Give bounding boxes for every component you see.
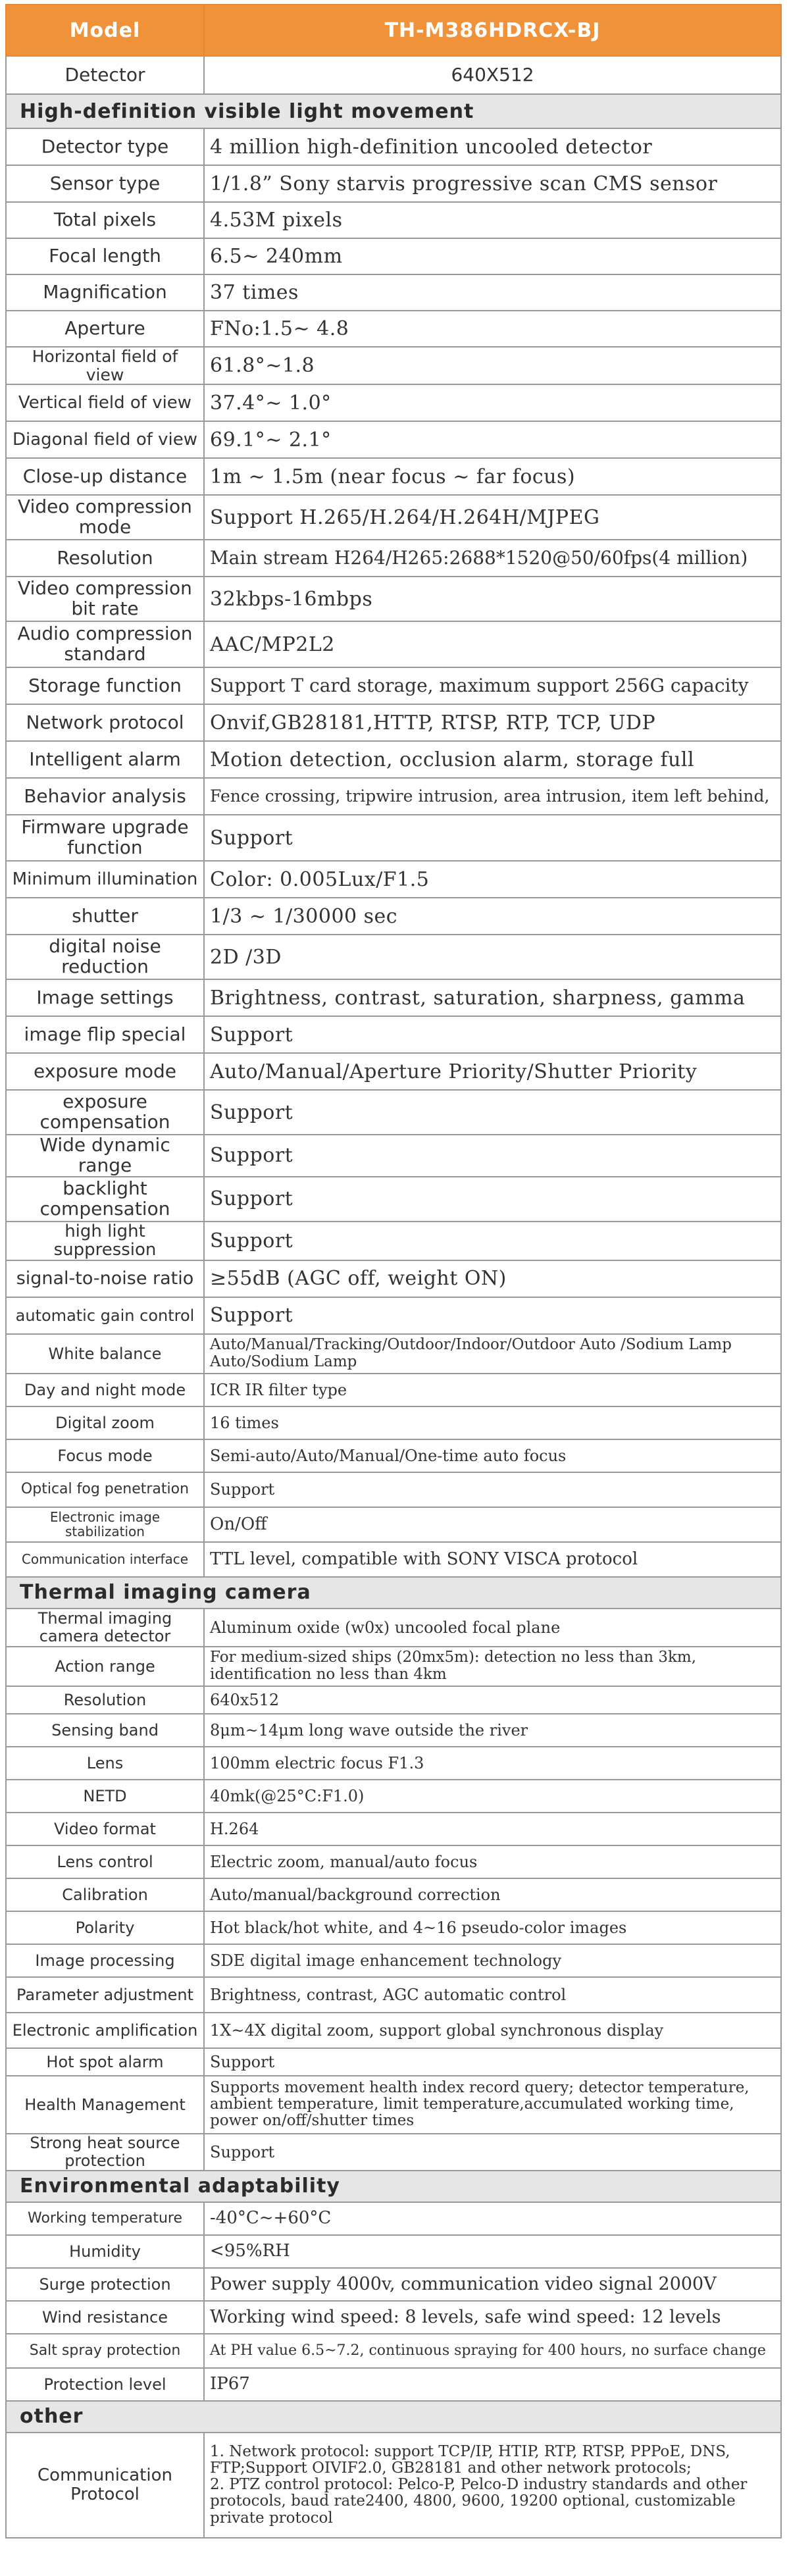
spec-value: Power supply 4000v, communication video signal 2000V bbox=[204, 2268, 781, 2301]
spec-key: Thermal imaging camera detector bbox=[6, 1609, 204, 1647]
table-row bbox=[6, 935, 781, 979]
spec-key: Close-up distance bbox=[6, 458, 204, 495]
spec-value: Electric zoom, manual/auto focus bbox=[204, 1845, 781, 1878]
table-row bbox=[6, 311, 781, 347]
table-row bbox=[6, 2134, 781, 2171]
spec-key: Electronic amplification bbox=[6, 2013, 204, 2048]
spec-value: Support bbox=[204, 1472, 781, 1507]
spec-key: Salt spray protection bbox=[6, 2334, 204, 2368]
spec-key: Storage function bbox=[6, 667, 204, 704]
spec-key: Sensor type bbox=[6, 165, 204, 202]
section-thermal bbox=[6, 1577, 781, 1609]
table-row bbox=[6, 1334, 781, 1374]
table-row bbox=[6, 347, 781, 384]
spec-value: <95%RH bbox=[204, 2235, 781, 2268]
spec-key: Video compression mode bbox=[6, 495, 204, 540]
spec-key: Strong heat source protection bbox=[6, 2134, 204, 2171]
spec-key: signal-to-noise ratio bbox=[6, 1260, 204, 1297]
section-other bbox=[6, 2401, 781, 2433]
table-row bbox=[6, 621, 781, 667]
table-row bbox=[6, 1780, 781, 1813]
spec-key: Firmware upgrade function bbox=[6, 815, 204, 861]
spec-value: Support H.265/H.264/H.264H/MJPEG bbox=[204, 495, 781, 540]
spec-value: 4.53M pixels bbox=[204, 202, 781, 238]
section-visible bbox=[6, 94, 781, 128]
spec-value: At PH value 6.5~7.2, continuous spraying for 400 hours, no surface change bbox=[204, 2334, 781, 2368]
table-row bbox=[6, 165, 781, 202]
table-row bbox=[6, 1845, 781, 1878]
spec-key: exposure mode bbox=[6, 1053, 204, 1090]
spec-key: Vertical field of view bbox=[6, 384, 204, 421]
table-row bbox=[6, 815, 781, 861]
spec-value: 37.4°~ 1.0° bbox=[204, 384, 781, 421]
table-row bbox=[6, 898, 781, 935]
spec-key: Audio compression standard bbox=[6, 621, 204, 667]
spec-value: On/Off bbox=[204, 1507, 781, 1542]
spec-key: Total pixels bbox=[6, 202, 204, 238]
spec-key: Electronic image stabilization bbox=[6, 1507, 204, 1542]
section-title: Environmental adaptability bbox=[6, 2171, 781, 2202]
table-row bbox=[6, 2334, 781, 2368]
spec-value: Brightness, contrast, saturation, sharpness, gamma bbox=[204, 979, 781, 1016]
spec-key: Diagonal field of view bbox=[6, 421, 204, 458]
spec-value: 8μm~14μm long wave outside the river bbox=[204, 1714, 781, 1747]
table-row bbox=[6, 2048, 781, 2076]
spec-value: For medium-sized ships (20mx5m): detection no less than 3km, identification no less than 4km bbox=[204, 1647, 781, 1686]
table-row bbox=[6, 128, 781, 165]
spec-value: Support bbox=[204, 815, 781, 861]
spec-key: Detector type bbox=[6, 128, 204, 165]
spec-table bbox=[5, 4, 782, 2538]
spec-value: Support bbox=[204, 1222, 781, 1260]
spec-value: Support bbox=[204, 1177, 781, 1222]
table-row bbox=[6, 1944, 781, 1977]
spec-key: Resolution bbox=[6, 1686, 204, 1714]
spec-key: Lens control bbox=[6, 1845, 204, 1878]
spec-value: Motion detection, occlusion alarm, storage full bbox=[204, 741, 781, 778]
table-row bbox=[6, 1686, 781, 1714]
spec-value: Auto/Manual/Tracking/Outdoor/Indoor/Outdoor Auto /Sodium Lamp Auto/Sodium Lamp bbox=[204, 1334, 781, 1374]
table-row bbox=[6, 495, 781, 540]
table-row bbox=[6, 202, 781, 238]
spec-key: Focus mode bbox=[6, 1439, 204, 1472]
spec-value: 37 times bbox=[204, 274, 781, 311]
table-row bbox=[6, 1177, 781, 1222]
spec-value: 1/1.8” Sony starvis progressive scan CMS sensor bbox=[204, 165, 781, 202]
table-row bbox=[6, 778, 781, 815]
table-row bbox=[6, 1260, 781, 1297]
spec-key: Optical fog penetration bbox=[6, 1472, 204, 1507]
table-row bbox=[6, 1647, 781, 1686]
model-label: Model bbox=[6, 5, 204, 56]
spec-value: Support T card storage, maximum support 256G capacity bbox=[204, 667, 781, 704]
spec-key: Protection level bbox=[6, 2368, 204, 2401]
spec-key: automatic gain control bbox=[6, 1297, 204, 1334]
spec-value: Auto/Manual/Aperture Priority/Shutter Priority bbox=[204, 1053, 781, 1090]
table-row bbox=[6, 1135, 781, 1177]
spec-key: White balance bbox=[6, 1334, 204, 1374]
spec-value bbox=[204, 2433, 781, 2538]
table-row bbox=[6, 1222, 781, 1260]
table-row bbox=[6, 2433, 781, 2538]
spec-key: Horizontal field of view bbox=[6, 347, 204, 384]
spec-value: Support bbox=[204, 2134, 781, 2171]
spec-value: 100mm electric focus F1.3 bbox=[204, 1747, 781, 1780]
spec-value: TTL level, compatible with SONY VISCA protocol bbox=[204, 1542, 781, 1577]
spec-sheet bbox=[5, 4, 782, 2538]
spec-key: Intelligent alarm bbox=[6, 741, 204, 778]
spec-key: Digital zoom bbox=[6, 1406, 204, 1439]
spec-value: Support bbox=[204, 1135, 781, 1177]
table-row bbox=[6, 1439, 781, 1472]
spec-value: 640x512 bbox=[204, 1686, 781, 1714]
spec-key: Action range bbox=[6, 1647, 204, 1686]
table-row bbox=[6, 458, 781, 495]
table-row bbox=[6, 1813, 781, 1845]
protocol-line: 2. PTZ control protocol: Pelco-P, Pelco-D industry standards and other protocols, baud rate2400, 4800, 9600, 19200 optional, customizable private protocol bbox=[210, 2476, 748, 2527]
spec-value: Main stream H264/H265:2688*1520@50/60fps(4 million) bbox=[204, 540, 781, 577]
table-row bbox=[6, 274, 781, 311]
spec-value: Fence crossing, tripwire intrusion, area intrusion, item left behind, bbox=[204, 778, 781, 815]
spec-value: 32kbps-16mbps bbox=[204, 577, 781, 621]
spec-key: Communication interface bbox=[6, 1542, 204, 1577]
spec-key: digital noise reduction bbox=[6, 935, 204, 979]
spec-value: ≥55dB (AGC off, weight ON) bbox=[204, 1260, 781, 1297]
spec-key: high light suppression bbox=[6, 1222, 204, 1260]
table-row bbox=[6, 540, 781, 577]
spec-key: NETD bbox=[6, 1780, 204, 1813]
spec-value: Working wind speed: 8 levels, safe wind speed: 12 levels bbox=[204, 2301, 781, 2334]
spec-key: Wind resistance bbox=[6, 2301, 204, 2334]
spec-key: shutter bbox=[6, 898, 204, 935]
spec-value: Onvif,GB28181,HTTP, RTSP, RTP, TCP, UDP bbox=[204, 704, 781, 741]
table-row bbox=[6, 2013, 781, 2048]
spec-value: IP67 bbox=[204, 2368, 781, 2401]
spec-key: Minimum illumination bbox=[6, 861, 204, 898]
spec-value: SDE digital image enhancement technology bbox=[204, 1944, 781, 1977]
table-row bbox=[6, 421, 781, 458]
spec-value: 1/3 ~ 1/30000 sec bbox=[204, 898, 781, 935]
table-row bbox=[6, 1016, 781, 1053]
spec-value: Support bbox=[204, 1297, 781, 1334]
spec-value: -40°C~+60°C bbox=[204, 2202, 781, 2235]
section-title: Thermal imaging camera bbox=[6, 1577, 781, 1609]
section-environmental bbox=[6, 2171, 781, 2202]
spec-value: Auto/manual/background correction bbox=[204, 1878, 781, 1911]
table-row bbox=[6, 2076, 781, 2134]
table-row bbox=[6, 1878, 781, 1911]
spec-key: Image processing bbox=[6, 1944, 204, 1977]
table-row bbox=[6, 1911, 781, 1944]
table-row bbox=[6, 979, 781, 1016]
spec-key: Focal length bbox=[6, 238, 204, 274]
spec-value: Color: 0.005Lux/F1.5 bbox=[204, 861, 781, 898]
spec-key: Network protocol bbox=[6, 704, 204, 741]
spec-key: Image settings bbox=[6, 979, 204, 1016]
model-value: TH-M386HDRCX-BJ bbox=[204, 5, 781, 56]
spec-key: exposure compensation bbox=[6, 1090, 204, 1135]
spec-key: Video compression bit rate bbox=[6, 577, 204, 621]
spec-value: 2D /3D bbox=[204, 935, 781, 979]
header-row bbox=[6, 5, 781, 56]
table-row bbox=[6, 1374, 781, 1406]
spec-value: 1X~4X digital zoom, support global synchronous display bbox=[204, 2013, 781, 2048]
table-row bbox=[6, 1297, 781, 1334]
section-title: other bbox=[6, 2401, 781, 2433]
table-row bbox=[6, 1472, 781, 1507]
table-row bbox=[6, 2301, 781, 2334]
spec-value: Semi-auto/Auto/Manual/One-time auto focus bbox=[204, 1439, 781, 1472]
spec-key: Video format bbox=[6, 1813, 204, 1845]
spec-key: Lens bbox=[6, 1747, 204, 1780]
spec-key: Wide dynamic range bbox=[6, 1135, 204, 1177]
spec-value: Brightness, contrast, AGC automatic control bbox=[204, 1977, 781, 2013]
spec-value: 40mk(@25°C:F1.0) bbox=[204, 1780, 781, 1813]
table-row bbox=[6, 704, 781, 741]
table-row bbox=[6, 1053, 781, 1090]
spec-key: Working temperature bbox=[6, 2202, 204, 2235]
spec-key: Hot spot alarm bbox=[6, 2048, 204, 2076]
spec-value: 1m ~ 1.5m (near focus ~ far focus) bbox=[204, 458, 781, 495]
spec-key: Polarity bbox=[6, 1911, 204, 1944]
spec-key: image flip special bbox=[6, 1016, 204, 1053]
section-title: High-definition visible light movement bbox=[6, 94, 781, 128]
table-row bbox=[6, 1714, 781, 1747]
table-row bbox=[6, 667, 781, 704]
table-row bbox=[6, 577, 781, 621]
spec-key: backlight compensation bbox=[6, 1177, 204, 1222]
table-row bbox=[6, 1090, 781, 1135]
spec-key: Magnification bbox=[6, 274, 204, 311]
table-row bbox=[6, 384, 781, 421]
spec-key: Resolution bbox=[6, 540, 204, 577]
table-row bbox=[6, 1406, 781, 1439]
detector-label: Detector bbox=[6, 56, 204, 94]
spec-key: Sensing band bbox=[6, 1714, 204, 1747]
table-row bbox=[6, 1507, 781, 1542]
spec-value: Support bbox=[204, 1090, 781, 1135]
spec-value: 4 million high-definition uncooled detector bbox=[204, 128, 781, 165]
table-row bbox=[6, 1609, 781, 1647]
spec-key: Communication Protocol bbox=[6, 2433, 204, 2538]
spec-value: 69.1°~ 2.1° bbox=[204, 421, 781, 458]
spec-value: FNo:1.5~ 4.8 bbox=[204, 311, 781, 347]
spec-value: Supports movement health index record query; detector temperature, ambient temperature, limit temperature,accumulated working time, power on/off/shutter times bbox=[204, 2076, 781, 2134]
table-row bbox=[6, 741, 781, 778]
spec-value: ICR IR filter type bbox=[204, 1374, 781, 1406]
protocol-line: 1. Network protocol: support TCP/IP, HTIP, RTP, RTSP, PPPoE, DNS, FTP;Support OIVIF2.0, GB28181 and other network protocols; bbox=[210, 2442, 730, 2477]
spec-key: Day and night mode bbox=[6, 1374, 204, 1406]
spec-value: H.264 bbox=[204, 1813, 781, 1845]
spec-key: Humidity bbox=[6, 2235, 204, 2268]
spec-key: Health Management bbox=[6, 2076, 204, 2134]
table-row bbox=[6, 1977, 781, 2013]
spec-value: Hot black/hot white, and 4~16 pseudo-color images bbox=[204, 1911, 781, 1944]
spec-value: Aluminum oxide (w0x) uncooled focal plane bbox=[204, 1609, 781, 1647]
spec-key: Aperture bbox=[6, 311, 204, 347]
spec-key: Behavior analysis bbox=[6, 778, 204, 815]
table-row bbox=[6, 2202, 781, 2235]
spec-value: Support bbox=[204, 2048, 781, 2076]
table-row bbox=[6, 2268, 781, 2301]
spec-key: Parameter adjustment bbox=[6, 1977, 204, 2013]
table-row bbox=[6, 1747, 781, 1780]
detector-value: 640X512 bbox=[204, 56, 781, 94]
spec-key: Calibration bbox=[6, 1878, 204, 1911]
spec-value: 16 times bbox=[204, 1406, 781, 1439]
spec-key: Surge protection bbox=[6, 2268, 204, 2301]
spec-value: AAC/MP2L2 bbox=[204, 621, 781, 667]
table-row bbox=[6, 2235, 781, 2268]
spec-value: 61.8°~1.8 bbox=[204, 347, 781, 384]
spec-value: 6.5~ 240mm bbox=[204, 238, 781, 274]
spec-value: Support bbox=[204, 1016, 781, 1053]
table-row bbox=[6, 238, 781, 274]
table-row bbox=[6, 2368, 781, 2401]
detector-row bbox=[6, 56, 781, 94]
table-row bbox=[6, 861, 781, 898]
table-row bbox=[6, 1542, 781, 1577]
